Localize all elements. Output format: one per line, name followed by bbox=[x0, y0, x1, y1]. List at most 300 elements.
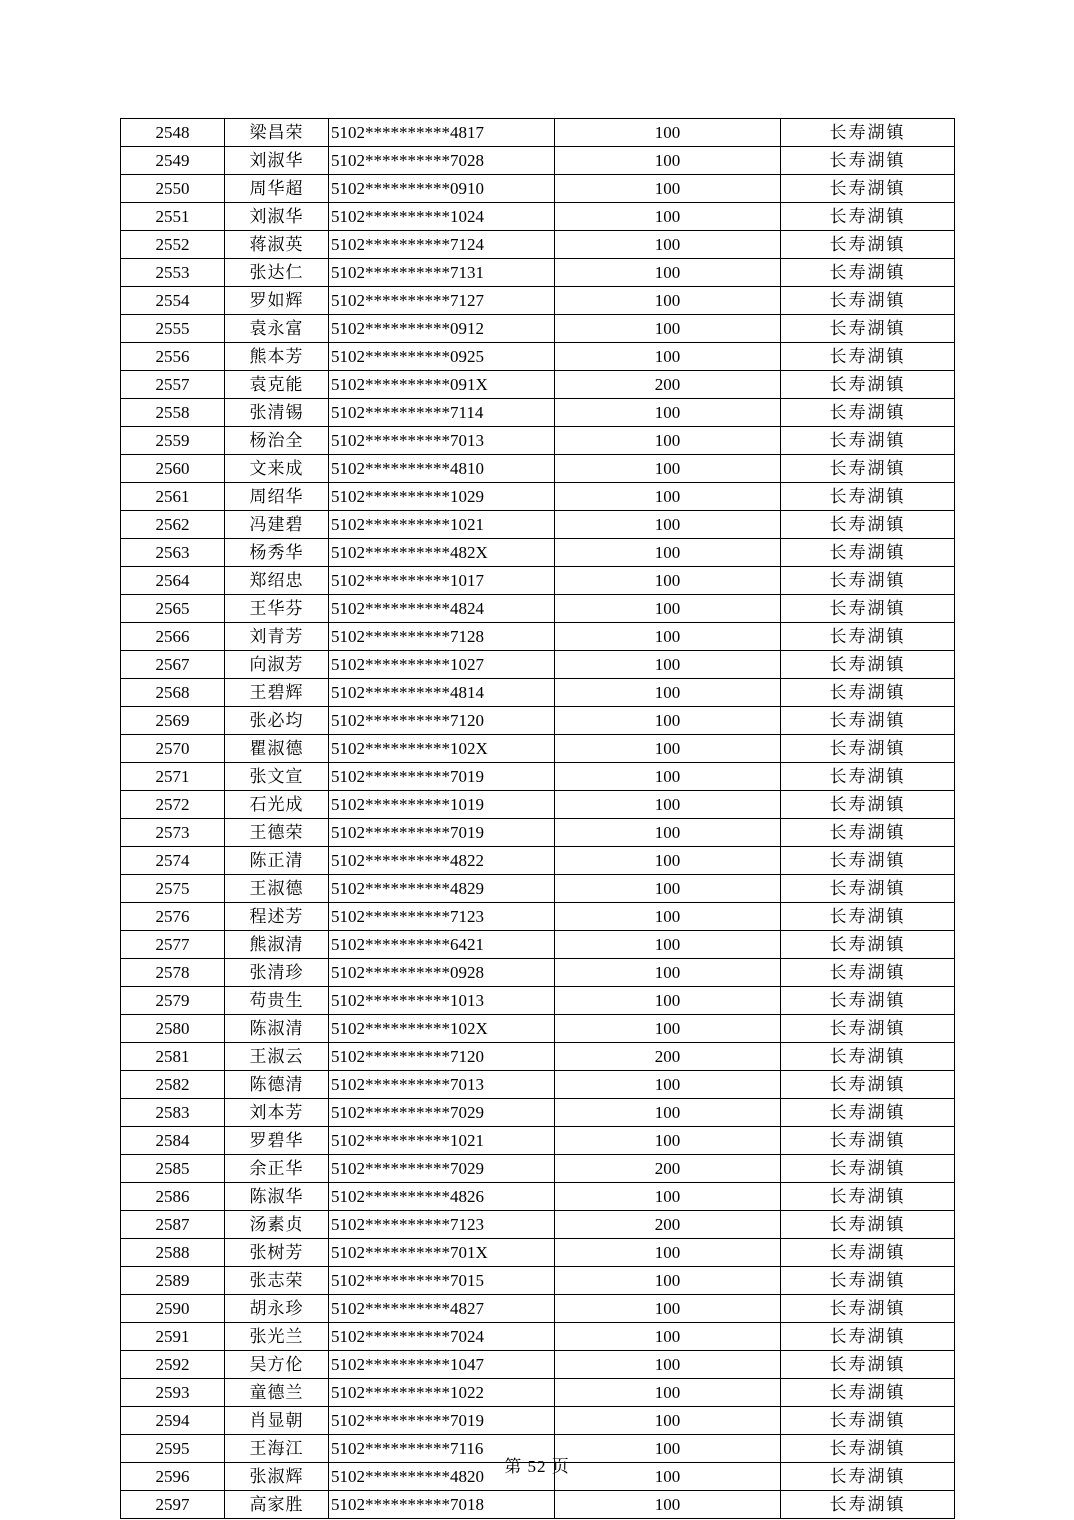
cell-amount: 100 bbox=[555, 259, 781, 287]
cell-amount: 100 bbox=[555, 819, 781, 847]
cell-sequence: 2557 bbox=[121, 371, 225, 399]
cell-id-number: 5102**********0912 bbox=[329, 315, 555, 343]
cell-township: 长寿湖镇 bbox=[781, 315, 955, 343]
cell-amount: 100 bbox=[555, 315, 781, 343]
cell-name: 王海江 bbox=[225, 1435, 329, 1463]
cell-amount: 100 bbox=[555, 1071, 781, 1099]
table-row bbox=[121, 763, 955, 791]
cell-id-number: 5102**********7124 bbox=[329, 231, 555, 259]
cell-name: 蒋淑英 bbox=[225, 231, 329, 259]
cell-sequence: 2583 bbox=[121, 1099, 225, 1127]
cell-id-number: 5102**********0910 bbox=[329, 175, 555, 203]
cell-name: 罗碧华 bbox=[225, 1127, 329, 1155]
cell-township: 长寿湖镇 bbox=[781, 511, 955, 539]
cell-township: 长寿湖镇 bbox=[781, 343, 955, 371]
cell-name: 刘青芳 bbox=[225, 623, 329, 651]
table-row bbox=[121, 259, 955, 287]
cell-sequence: 2559 bbox=[121, 427, 225, 455]
cell-name: 杨秀华 bbox=[225, 539, 329, 567]
cell-amount: 100 bbox=[555, 399, 781, 427]
table-row bbox=[121, 1379, 955, 1407]
cell-sequence: 2553 bbox=[121, 259, 225, 287]
cell-sequence: 2595 bbox=[121, 1435, 225, 1463]
cell-sequence: 2560 bbox=[121, 455, 225, 483]
cell-id-number: 5102**********7123 bbox=[329, 1211, 555, 1239]
table-row bbox=[121, 315, 955, 343]
cell-amount: 100 bbox=[555, 427, 781, 455]
beneficiary-table bbox=[120, 118, 955, 1519]
cell-sequence: 2575 bbox=[121, 875, 225, 903]
table-row bbox=[121, 931, 955, 959]
cell-amount: 200 bbox=[555, 371, 781, 399]
cell-name: 陈淑华 bbox=[225, 1183, 329, 1211]
cell-township: 长寿湖镇 bbox=[781, 1351, 955, 1379]
cell-name: 吴方伦 bbox=[225, 1351, 329, 1379]
table-row bbox=[121, 483, 955, 511]
cell-id-number: 5102**********7114 bbox=[329, 399, 555, 427]
cell-amount: 100 bbox=[555, 623, 781, 651]
table-row bbox=[121, 175, 955, 203]
cell-sequence: 2548 bbox=[121, 119, 225, 147]
table-row bbox=[121, 1407, 955, 1435]
cell-amount: 100 bbox=[555, 483, 781, 511]
cell-id-number: 5102**********7015 bbox=[329, 1267, 555, 1295]
cell-sequence: 2596 bbox=[121, 1463, 225, 1491]
table-row bbox=[121, 959, 955, 987]
cell-township: 长寿湖镇 bbox=[781, 539, 955, 567]
table-row bbox=[121, 875, 955, 903]
cell-sequence: 2570 bbox=[121, 735, 225, 763]
cell-name: 程述芳 bbox=[225, 903, 329, 931]
cell-name: 周华超 bbox=[225, 175, 329, 203]
cell-id-number: 5102**********6421 bbox=[329, 931, 555, 959]
cell-amount: 100 bbox=[555, 231, 781, 259]
cell-name: 冯建碧 bbox=[225, 511, 329, 539]
cell-name: 石光成 bbox=[225, 791, 329, 819]
cell-id-number: 5102**********4826 bbox=[329, 1183, 555, 1211]
cell-id-number: 5102**********1024 bbox=[329, 203, 555, 231]
cell-name: 向淑芳 bbox=[225, 651, 329, 679]
cell-amount: 100 bbox=[555, 735, 781, 763]
cell-name: 郑绍忠 bbox=[225, 567, 329, 595]
cell-amount: 100 bbox=[555, 1295, 781, 1323]
cell-amount: 200 bbox=[555, 1043, 781, 1071]
cell-amount: 100 bbox=[555, 679, 781, 707]
cell-name: 张淑辉 bbox=[225, 1463, 329, 1491]
cell-township: 长寿湖镇 bbox=[781, 875, 955, 903]
cell-township: 长寿湖镇 bbox=[781, 455, 955, 483]
cell-amount: 100 bbox=[555, 931, 781, 959]
cell-sequence: 2554 bbox=[121, 287, 225, 315]
cell-township: 长寿湖镇 bbox=[781, 1071, 955, 1099]
cell-name: 汤素贞 bbox=[225, 1211, 329, 1239]
cell-township: 长寿湖镇 bbox=[781, 259, 955, 287]
cell-id-number: 5102**********701X bbox=[329, 1239, 555, 1267]
cell-township: 长寿湖镇 bbox=[781, 707, 955, 735]
cell-township: 长寿湖镇 bbox=[781, 791, 955, 819]
table-row bbox=[121, 1127, 955, 1155]
cell-name: 张志荣 bbox=[225, 1267, 329, 1295]
cell-township: 长寿湖镇 bbox=[781, 399, 955, 427]
cell-township: 长寿湖镇 bbox=[781, 1435, 955, 1463]
cell-amount: 100 bbox=[555, 175, 781, 203]
cell-id-number: 5102**********4829 bbox=[329, 875, 555, 903]
table-row bbox=[121, 1239, 955, 1267]
cell-township: 长寿湖镇 bbox=[781, 1267, 955, 1295]
cell-sequence: 2566 bbox=[121, 623, 225, 651]
cell-name: 张清锡 bbox=[225, 399, 329, 427]
cell-township: 长寿湖镇 bbox=[781, 231, 955, 259]
cell-township: 长寿湖镇 bbox=[781, 1155, 955, 1183]
table-row bbox=[121, 1071, 955, 1099]
cell-sequence: 2549 bbox=[121, 147, 225, 175]
cell-township: 长寿湖镇 bbox=[781, 847, 955, 875]
table-row bbox=[121, 511, 955, 539]
table-body bbox=[121, 119, 955, 1519]
cell-sequence: 2562 bbox=[121, 511, 225, 539]
table-row bbox=[121, 567, 955, 595]
cell-amount: 100 bbox=[555, 567, 781, 595]
table-row bbox=[121, 987, 955, 1015]
cell-sequence: 2558 bbox=[121, 399, 225, 427]
cell-township: 长寿湖镇 bbox=[781, 959, 955, 987]
cell-sequence: 2592 bbox=[121, 1351, 225, 1379]
cell-name: 王碧辉 bbox=[225, 679, 329, 707]
cell-name: 陈德清 bbox=[225, 1071, 329, 1099]
cell-sequence: 2569 bbox=[121, 707, 225, 735]
cell-id-number: 5102**********1022 bbox=[329, 1379, 555, 1407]
cell-name: 周绍华 bbox=[225, 483, 329, 511]
table-row bbox=[121, 679, 955, 707]
cell-township: 长寿湖镇 bbox=[781, 483, 955, 511]
cell-name: 文来成 bbox=[225, 455, 329, 483]
cell-township: 长寿湖镇 bbox=[781, 1323, 955, 1351]
cell-township: 长寿湖镇 bbox=[781, 1491, 955, 1519]
cell-id-number: 5102**********1027 bbox=[329, 651, 555, 679]
cell-id-number: 5102**********1047 bbox=[329, 1351, 555, 1379]
cell-id-number: 5102**********7120 bbox=[329, 1043, 555, 1071]
table-row bbox=[121, 595, 955, 623]
cell-amount: 100 bbox=[555, 595, 781, 623]
cell-sequence: 2584 bbox=[121, 1127, 225, 1155]
table-row bbox=[121, 455, 955, 483]
table-row bbox=[121, 903, 955, 931]
cell-id-number: 5102**********482X bbox=[329, 539, 555, 567]
cell-id-number: 5102**********4822 bbox=[329, 847, 555, 875]
cell-id-number: 5102**********7029 bbox=[329, 1099, 555, 1127]
cell-sequence: 2579 bbox=[121, 987, 225, 1015]
cell-name: 王华芬 bbox=[225, 595, 329, 623]
cell-id-number: 5102**********7019 bbox=[329, 1407, 555, 1435]
table-row bbox=[121, 847, 955, 875]
cell-amount: 100 bbox=[555, 763, 781, 791]
cell-id-number: 5102**********1021 bbox=[329, 511, 555, 539]
cell-name: 罗如辉 bbox=[225, 287, 329, 315]
table-row bbox=[121, 1015, 955, 1043]
cell-sequence: 2576 bbox=[121, 903, 225, 931]
cell-id-number: 5102**********7018 bbox=[329, 1491, 555, 1519]
cell-sequence: 2568 bbox=[121, 679, 225, 707]
cell-amount: 100 bbox=[555, 455, 781, 483]
cell-name: 陈淑清 bbox=[225, 1015, 329, 1043]
cell-township: 长寿湖镇 bbox=[781, 1295, 955, 1323]
cell-amount: 100 bbox=[555, 847, 781, 875]
cell-name: 张清珍 bbox=[225, 959, 329, 987]
cell-sequence: 2565 bbox=[121, 595, 225, 623]
cell-amount: 100 bbox=[555, 539, 781, 567]
cell-amount: 100 bbox=[555, 875, 781, 903]
cell-township: 长寿湖镇 bbox=[781, 567, 955, 595]
cell-amount: 100 bbox=[555, 287, 781, 315]
cell-id-number: 5102**********0925 bbox=[329, 343, 555, 371]
cell-sequence: 2577 bbox=[121, 931, 225, 959]
cell-township: 长寿湖镇 bbox=[781, 1183, 955, 1211]
cell-id-number: 5102**********1021 bbox=[329, 1127, 555, 1155]
cell-sequence: 2573 bbox=[121, 819, 225, 847]
table-row bbox=[121, 707, 955, 735]
cell-sequence: 2593 bbox=[121, 1379, 225, 1407]
cell-id-number: 5102**********102X bbox=[329, 1015, 555, 1043]
cell-township: 长寿湖镇 bbox=[781, 427, 955, 455]
cell-id-number: 5102**********1019 bbox=[329, 791, 555, 819]
cell-sequence: 2589 bbox=[121, 1267, 225, 1295]
cell-sequence: 2585 bbox=[121, 1155, 225, 1183]
cell-id-number: 5102**********7116 bbox=[329, 1435, 555, 1463]
cell-sequence: 2551 bbox=[121, 203, 225, 231]
cell-amount: 200 bbox=[555, 1155, 781, 1183]
cell-township: 长寿湖镇 bbox=[781, 931, 955, 959]
cell-name: 熊本芳 bbox=[225, 343, 329, 371]
table-row bbox=[121, 287, 955, 315]
cell-id-number: 5102**********7127 bbox=[329, 287, 555, 315]
cell-sequence: 2586 bbox=[121, 1183, 225, 1211]
cell-township: 长寿湖镇 bbox=[781, 903, 955, 931]
cell-id-number: 5102**********7029 bbox=[329, 1155, 555, 1183]
cell-name: 张达仁 bbox=[225, 259, 329, 287]
cell-amount: 100 bbox=[555, 1015, 781, 1043]
cell-name: 袁克能 bbox=[225, 371, 329, 399]
cell-id-number: 5102**********1017 bbox=[329, 567, 555, 595]
cell-amount: 100 bbox=[555, 1239, 781, 1267]
cell-id-number: 5102**********4820 bbox=[329, 1463, 555, 1491]
cell-name: 陈正清 bbox=[225, 847, 329, 875]
cell-amount: 100 bbox=[555, 1435, 781, 1463]
cell-name: 瞿淑德 bbox=[225, 735, 329, 763]
cell-id-number: 5102**********4814 bbox=[329, 679, 555, 707]
cell-sequence: 2582 bbox=[121, 1071, 225, 1099]
cell-township: 长寿湖镇 bbox=[781, 819, 955, 847]
cell-id-number: 5102**********0928 bbox=[329, 959, 555, 987]
cell-township: 长寿湖镇 bbox=[781, 987, 955, 1015]
cell-name: 张光兰 bbox=[225, 1323, 329, 1351]
cell-amount: 100 bbox=[555, 511, 781, 539]
table-row bbox=[121, 147, 955, 175]
cell-amount: 100 bbox=[555, 987, 781, 1015]
table-row bbox=[121, 203, 955, 231]
cell-sequence: 2587 bbox=[121, 1211, 225, 1239]
cell-amount: 200 bbox=[555, 1211, 781, 1239]
cell-township: 长寿湖镇 bbox=[781, 1015, 955, 1043]
table-row bbox=[121, 539, 955, 567]
cell-township: 长寿湖镇 bbox=[781, 1211, 955, 1239]
cell-id-number: 5102**********7013 bbox=[329, 1071, 555, 1099]
cell-name: 苟贵生 bbox=[225, 987, 329, 1015]
cell-name: 张必均 bbox=[225, 707, 329, 735]
cell-sequence: 2588 bbox=[121, 1239, 225, 1267]
cell-id-number: 5102**********091X bbox=[329, 371, 555, 399]
table-row bbox=[121, 231, 955, 259]
cell-id-number: 5102**********4817 bbox=[329, 119, 555, 147]
cell-name: 余正华 bbox=[225, 1155, 329, 1183]
cell-township: 长寿湖镇 bbox=[781, 1043, 955, 1071]
cell-township: 长寿湖镇 bbox=[781, 1099, 955, 1127]
cell-id-number: 5102**********7120 bbox=[329, 707, 555, 735]
table-row bbox=[121, 819, 955, 847]
table-row bbox=[121, 1155, 955, 1183]
table-row bbox=[121, 1099, 955, 1127]
cell-amount: 100 bbox=[555, 791, 781, 819]
cell-amount: 100 bbox=[555, 959, 781, 987]
cell-sequence: 2591 bbox=[121, 1323, 225, 1351]
table-row bbox=[121, 1183, 955, 1211]
table-row bbox=[121, 1351, 955, 1379]
cell-sequence: 2563 bbox=[121, 539, 225, 567]
cell-amount: 100 bbox=[555, 707, 781, 735]
cell-id-number: 5102**********7019 bbox=[329, 819, 555, 847]
page-number: 第 52 页 bbox=[504, 1457, 570, 1476]
table-row bbox=[121, 735, 955, 763]
cell-name: 熊淑清 bbox=[225, 931, 329, 959]
cell-sequence: 2594 bbox=[121, 1407, 225, 1435]
cell-township: 长寿湖镇 bbox=[781, 623, 955, 651]
cell-id-number: 5102**********7024 bbox=[329, 1323, 555, 1351]
cell-id-number: 5102**********4824 bbox=[329, 595, 555, 623]
cell-name: 张树芳 bbox=[225, 1239, 329, 1267]
cell-amount: 100 bbox=[555, 903, 781, 931]
cell-sequence: 2597 bbox=[121, 1491, 225, 1519]
cell-township: 长寿湖镇 bbox=[781, 651, 955, 679]
cell-name: 童德兰 bbox=[225, 1379, 329, 1407]
cell-sequence: 2590 bbox=[121, 1295, 225, 1323]
cell-township: 长寿湖镇 bbox=[781, 763, 955, 791]
cell-id-number: 5102**********7131 bbox=[329, 259, 555, 287]
cell-name: 袁永富 bbox=[225, 315, 329, 343]
cell-sequence: 2556 bbox=[121, 343, 225, 371]
cell-name: 梁昌荣 bbox=[225, 119, 329, 147]
cell-amount: 100 bbox=[555, 1379, 781, 1407]
cell-amount: 100 bbox=[555, 343, 781, 371]
cell-township: 长寿湖镇 bbox=[781, 1239, 955, 1267]
cell-amount: 100 bbox=[555, 119, 781, 147]
cell-township: 长寿湖镇 bbox=[781, 595, 955, 623]
table-row bbox=[121, 371, 955, 399]
cell-id-number: 5102**********7028 bbox=[329, 147, 555, 175]
cell-name: 刘淑华 bbox=[225, 203, 329, 231]
cell-name: 高家胜 bbox=[225, 1491, 329, 1519]
cell-amount: 100 bbox=[555, 1127, 781, 1155]
cell-township: 长寿湖镇 bbox=[781, 679, 955, 707]
table-row bbox=[121, 427, 955, 455]
cell-sequence: 2578 bbox=[121, 959, 225, 987]
cell-id-number: 5102**********7013 bbox=[329, 427, 555, 455]
cell-name: 王淑德 bbox=[225, 875, 329, 903]
cell-name: 王德荣 bbox=[225, 819, 329, 847]
cell-id-number: 5102**********4827 bbox=[329, 1295, 555, 1323]
cell-name: 刘淑华 bbox=[225, 147, 329, 175]
cell-id-number: 5102**********7123 bbox=[329, 903, 555, 931]
table-row bbox=[121, 1211, 955, 1239]
cell-sequence: 2571 bbox=[121, 763, 225, 791]
cell-sequence: 2581 bbox=[121, 1043, 225, 1071]
cell-id-number: 5102**********7128 bbox=[329, 623, 555, 651]
cell-township: 长寿湖镇 bbox=[781, 1407, 955, 1435]
cell-sequence: 2574 bbox=[121, 847, 225, 875]
cell-name: 张文宣 bbox=[225, 763, 329, 791]
table-row bbox=[121, 399, 955, 427]
cell-amount: 100 bbox=[555, 651, 781, 679]
table-row bbox=[121, 1323, 955, 1351]
cell-amount: 100 bbox=[555, 1267, 781, 1295]
cell-amount: 100 bbox=[555, 147, 781, 175]
cell-amount: 100 bbox=[555, 1491, 781, 1519]
cell-amount: 100 bbox=[555, 1463, 781, 1491]
cell-amount: 100 bbox=[555, 1323, 781, 1351]
cell-name: 刘本芳 bbox=[225, 1099, 329, 1127]
cell-township: 长寿湖镇 bbox=[781, 287, 955, 315]
cell-sequence: 2555 bbox=[121, 315, 225, 343]
cell-township: 长寿湖镇 bbox=[781, 371, 955, 399]
cell-amount: 100 bbox=[555, 1099, 781, 1127]
cell-township: 长寿湖镇 bbox=[781, 1463, 955, 1491]
table-row bbox=[121, 651, 955, 679]
table-row bbox=[121, 791, 955, 819]
table-row bbox=[121, 119, 955, 147]
cell-township: 长寿湖镇 bbox=[781, 1379, 955, 1407]
cell-township: 长寿湖镇 bbox=[781, 147, 955, 175]
cell-township: 长寿湖镇 bbox=[781, 203, 955, 231]
cell-amount: 100 bbox=[555, 203, 781, 231]
cell-sequence: 2580 bbox=[121, 1015, 225, 1043]
table-row bbox=[121, 343, 955, 371]
cell-sequence: 2567 bbox=[121, 651, 225, 679]
cell-township: 长寿湖镇 bbox=[781, 735, 955, 763]
cell-township: 长寿湖镇 bbox=[781, 1127, 955, 1155]
cell-amount: 100 bbox=[555, 1183, 781, 1211]
cell-id-number: 5102**********1029 bbox=[329, 483, 555, 511]
cell-name: 胡永珍 bbox=[225, 1295, 329, 1323]
cell-id-number: 5102**********102X bbox=[329, 735, 555, 763]
cell-amount: 100 bbox=[555, 1407, 781, 1435]
table-row bbox=[121, 1491, 955, 1519]
cell-sequence: 2564 bbox=[121, 567, 225, 595]
table-row bbox=[121, 623, 955, 651]
cell-name: 王淑云 bbox=[225, 1043, 329, 1071]
cell-id-number: 5102**********7019 bbox=[329, 763, 555, 791]
cell-amount: 100 bbox=[555, 1351, 781, 1379]
cell-township: 长寿湖镇 bbox=[781, 175, 955, 203]
cell-id-number: 5102**********4810 bbox=[329, 455, 555, 483]
table-row bbox=[121, 1295, 955, 1323]
cell-sequence: 2552 bbox=[121, 231, 225, 259]
cell-township: 长寿湖镇 bbox=[781, 119, 955, 147]
table-row bbox=[121, 1043, 955, 1071]
cell-sequence: 2572 bbox=[121, 791, 225, 819]
cell-sequence: 2550 bbox=[121, 175, 225, 203]
cell-name: 肖显朝 bbox=[225, 1407, 329, 1435]
cell-id-number: 5102**********1013 bbox=[329, 987, 555, 1015]
cell-sequence: 2561 bbox=[121, 483, 225, 511]
table-row bbox=[121, 1267, 955, 1295]
